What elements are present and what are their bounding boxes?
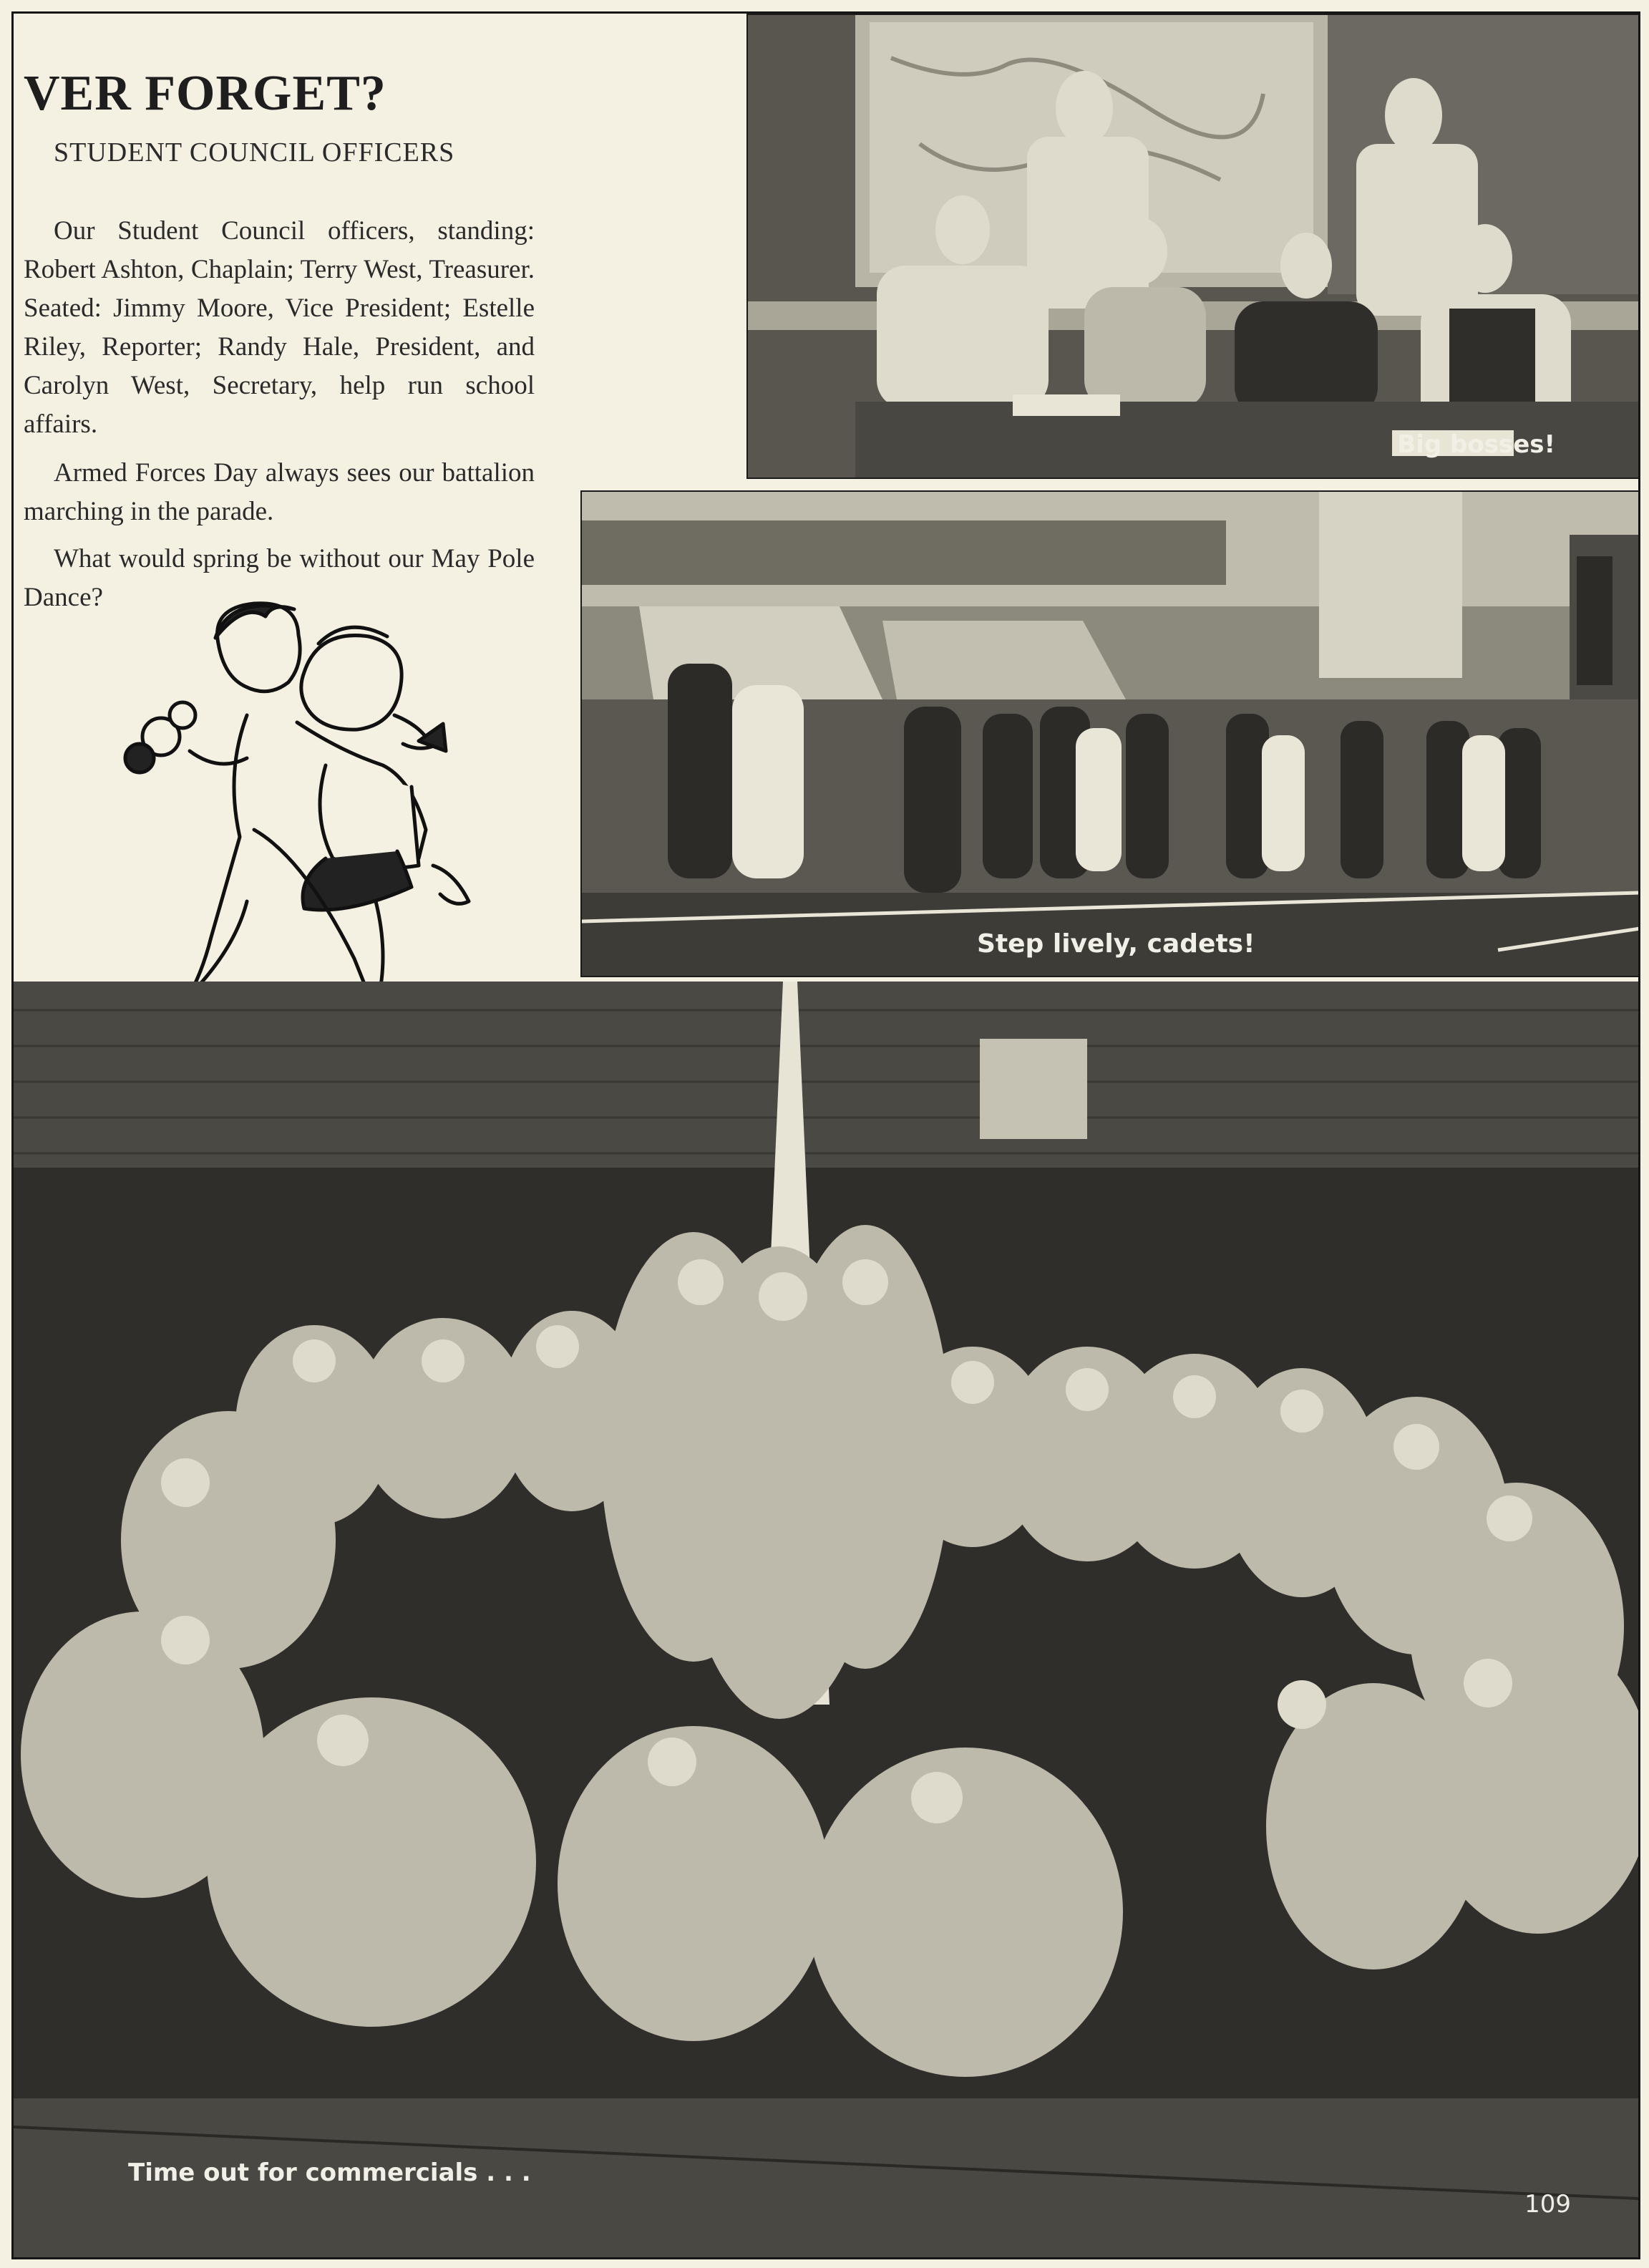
maypole-caption: Time out for commercials . . . bbox=[128, 2158, 531, 2187]
student-council-photo bbox=[746, 14, 1640, 479]
maypole-paragraph: What would spring be without our May Pole Dance? bbox=[24, 544, 535, 612]
yearbook-page bbox=[11, 11, 1640, 2259]
maypole-dance-photo bbox=[14, 982, 1638, 2257]
page-number: 109 bbox=[1524, 2190, 1571, 2219]
parade-photo bbox=[580, 490, 1640, 977]
council-caption: Big bosses! bbox=[1397, 430, 1555, 459]
section-subhead: STUDENT COUNCIL OFFICERS bbox=[54, 137, 455, 168]
page-headline: VER FORGET? bbox=[24, 66, 386, 121]
council-paragraph: Our Student Council officers, standing: Robert Ashton, Chaplain; Terry West, Treasurer. Seated: Jimmy Moore, Vice President; Estelle Riley, Reporter; Randy Hale, President, and Carolyn West, Secretary, help run school affairs. bbox=[24, 216, 535, 439]
parade-caption: Step lively, cadets! bbox=[977, 929, 1255, 959]
armed-forces-paragraph: Armed Forces Day always sees our battalion marching in the parade. bbox=[24, 458, 535, 526]
